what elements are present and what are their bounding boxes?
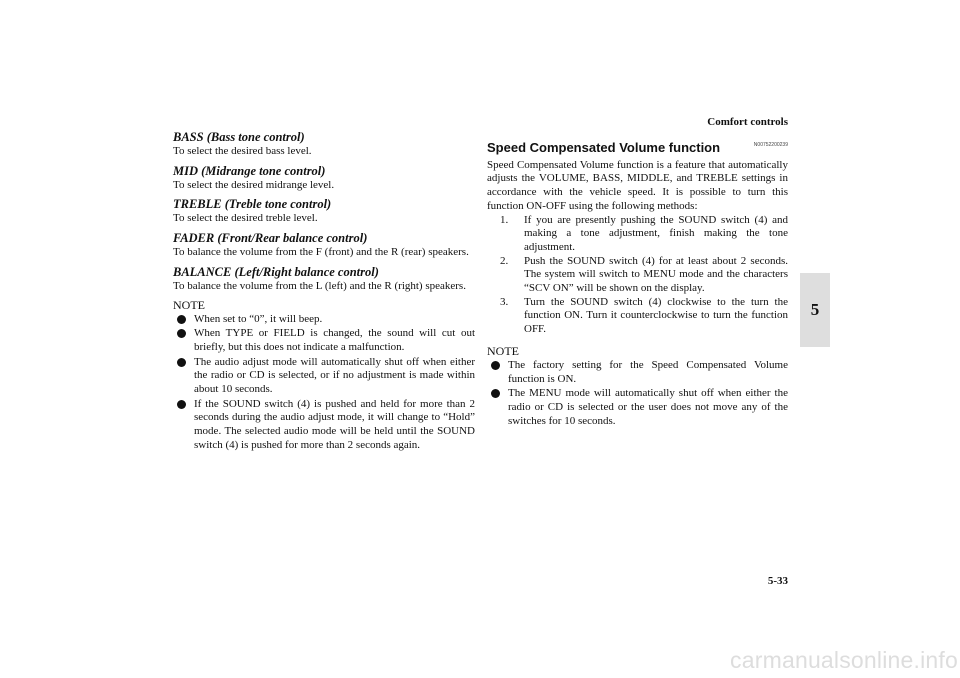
watermark-text: carmanualsonline.info <box>730 647 958 673</box>
bullet-icon <box>177 400 186 409</box>
step-item <box>487 214 788 255</box>
note-text: When TYPE or FIELD is changed, the sound will cut out briefly, but this does not indicate a malfunction. <box>194 327 475 353</box>
note-item <box>173 313 475 327</box>
section-heading-fader: FADER (Front/Rear balance control) <box>173 231 368 246</box>
section-heading-bass: BASS (Bass tone control) <box>173 130 305 144</box>
note-item <box>173 398 475 453</box>
bullet-icon <box>177 358 186 367</box>
step-text: Push the SOUND switch (4) for at least about 2 seconds. The system will switch to MENU mode and the characters “SCV ON” will be shown on the display. <box>524 254 788 295</box>
step-item <box>487 296 788 337</box>
note-label: NOTE <box>487 343 519 358</box>
steps-list <box>487 214 788 337</box>
bullet-icon <box>177 315 186 324</box>
step-number: 3. <box>500 295 509 308</box>
right-column <box>487 130 788 429</box>
page-number: 5-33 <box>767 575 788 587</box>
section-heading-row <box>487 139 788 155</box>
note-text: When set to “0”, it will beep. <box>194 312 323 325</box>
intro-paragraph: Speed Compensated Volume function is a feature that automatically adjusts the VOLUME, BASS, MIDDLE, and TREBLE settings in accordance with the vehicle speed. It is possible to turn this function ON-OFF using the following methods: <box>487 158 788 212</box>
reference-code: N00752200239 <box>753 142 788 148</box>
note-item <box>487 387 788 428</box>
section-text-balance: To balance the volume from the L (left) and the R (right) speakers. <box>173 279 466 292</box>
section-heading-balance: BALANCE (Left/Right balance control) <box>173 264 379 279</box>
note-text: If the SOUND switch (4) is pushed and held for more than 2 seconds during the audio adjust mode, it will change to “Hold” mode. The selected audio mode will be held until the SOUND switch (4) is pushed for more than 2 seconds again. <box>194 397 475 451</box>
step-text: Turn the SOUND switch (4) clockwise to the turn the function ON. Turn it counterclockwise to turn the function OFF. <box>524 295 788 336</box>
note-label: NOTE <box>173 297 205 312</box>
section-heading-scv: Speed Compensated Volume function <box>487 140 721 155</box>
running-header: Comfort controls <box>707 116 788 128</box>
bullet-icon <box>177 329 186 338</box>
note-text: The factory setting for the Speed Compensated Volume function is ON. <box>508 358 788 385</box>
section-text-mid: To select the desired midrange level. <box>173 178 335 191</box>
note-list <box>487 359 788 429</box>
note-item <box>487 359 788 386</box>
step-text: If you are presently pushing the SOUND switch (4) and making a tone adjustment, finish making the tone adjustment. <box>524 213 788 253</box>
note-text: The audio adjust mode will automatically shut off when either the radio or CD is selected, or if no adjustment is made within about 10 seconds. <box>194 355 475 396</box>
note-block <box>487 345 788 429</box>
step-number: 2. <box>500 254 509 267</box>
note-item <box>173 327 475 354</box>
note-list <box>173 313 475 453</box>
note-text: The MENU mode will automatically shut off when either the radio or CD is selected or the user does not move any of the switches for 10 seconds. <box>508 387 788 427</box>
chapter-tab: 5 <box>800 273 830 347</box>
section-heading-mid: MID (Midrange tone control) <box>173 163 326 178</box>
left-column <box>173 130 475 454</box>
step-number: 1. <box>500 213 509 226</box>
bullet-icon <box>491 389 500 398</box>
section-heading-treble: TREBLE (Treble tone control) <box>173 197 332 212</box>
section-text-treble: To select the desired treble level. <box>173 212 318 225</box>
bullet-icon <box>491 361 500 370</box>
step-item <box>487 255 788 296</box>
section-text-fader: To balance the volume from the F (front) and the R (rear) speakers. <box>173 246 469 259</box>
section-text-bass: To select the desired bass level. <box>173 145 312 157</box>
note-item <box>173 356 475 397</box>
